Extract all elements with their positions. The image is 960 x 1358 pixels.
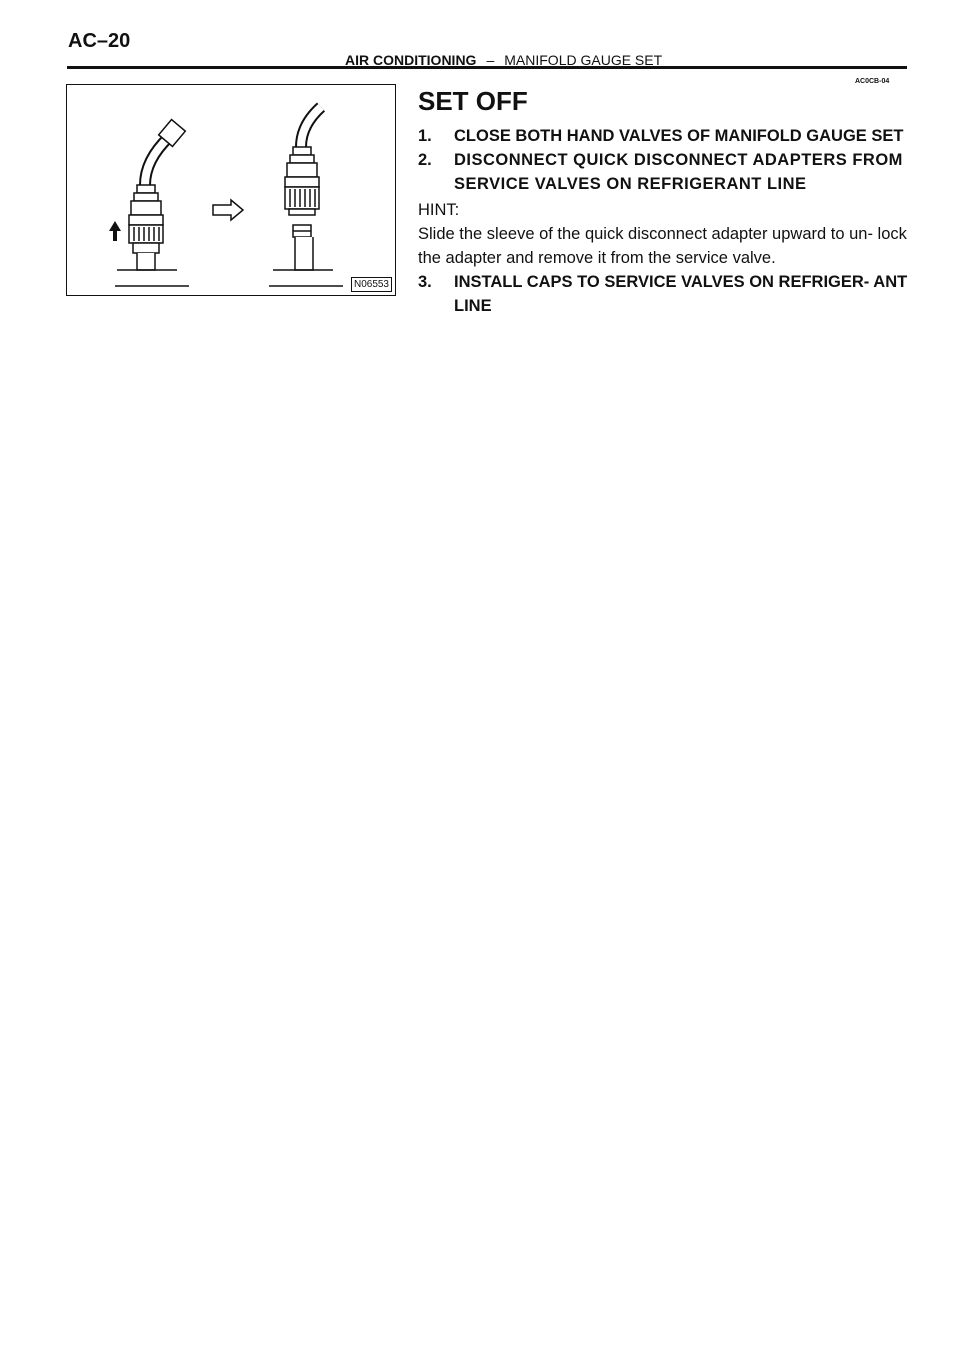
step-text: CLOSE BOTH HAND VALVES OF MANIFOLD GAUGE SET xyxy=(454,127,904,145)
step-3 xyxy=(418,270,910,318)
step-text: INSTALL CAPS TO SERVICE VALVES ON REFRIGER- ANT LINE xyxy=(454,273,908,315)
arrow-right-icon xyxy=(213,200,243,220)
header-rule xyxy=(67,66,907,69)
doc-code: AC0CB-04 xyxy=(855,78,890,85)
arrow-up-icon xyxy=(109,221,121,241)
hint-label: HINT: xyxy=(418,201,460,219)
step-text: DISCONNECT QUICK DISCONNECT ADAPTERS FROM SERVICE VALVES ON REFRIGERANT LINE xyxy=(454,151,903,193)
adapter-illustration xyxy=(67,85,397,297)
step-number: 3. xyxy=(418,273,432,291)
figure xyxy=(66,84,396,296)
step-number: 2. xyxy=(418,151,432,169)
page-title: SET OFF xyxy=(418,86,528,116)
separator: – xyxy=(486,52,495,68)
adapter-detached-drawing xyxy=(269,107,343,286)
step-2 xyxy=(418,148,910,196)
content xyxy=(418,86,910,318)
figure-id: N06553 xyxy=(351,277,392,292)
adapter-attached-drawing xyxy=(115,120,189,286)
hint-text: Slide the sleeve of the quick disconnect adapter upward to un- lock the adapter and remove it from the service valve. xyxy=(418,225,907,267)
section-title: AIR CONDITIONING xyxy=(345,52,477,68)
step-number: 1. xyxy=(418,127,432,145)
subsection-title: MANIFOLD GAUGE SET xyxy=(504,52,663,68)
step-1 xyxy=(418,124,910,148)
page-number: AC–20 xyxy=(68,30,131,52)
